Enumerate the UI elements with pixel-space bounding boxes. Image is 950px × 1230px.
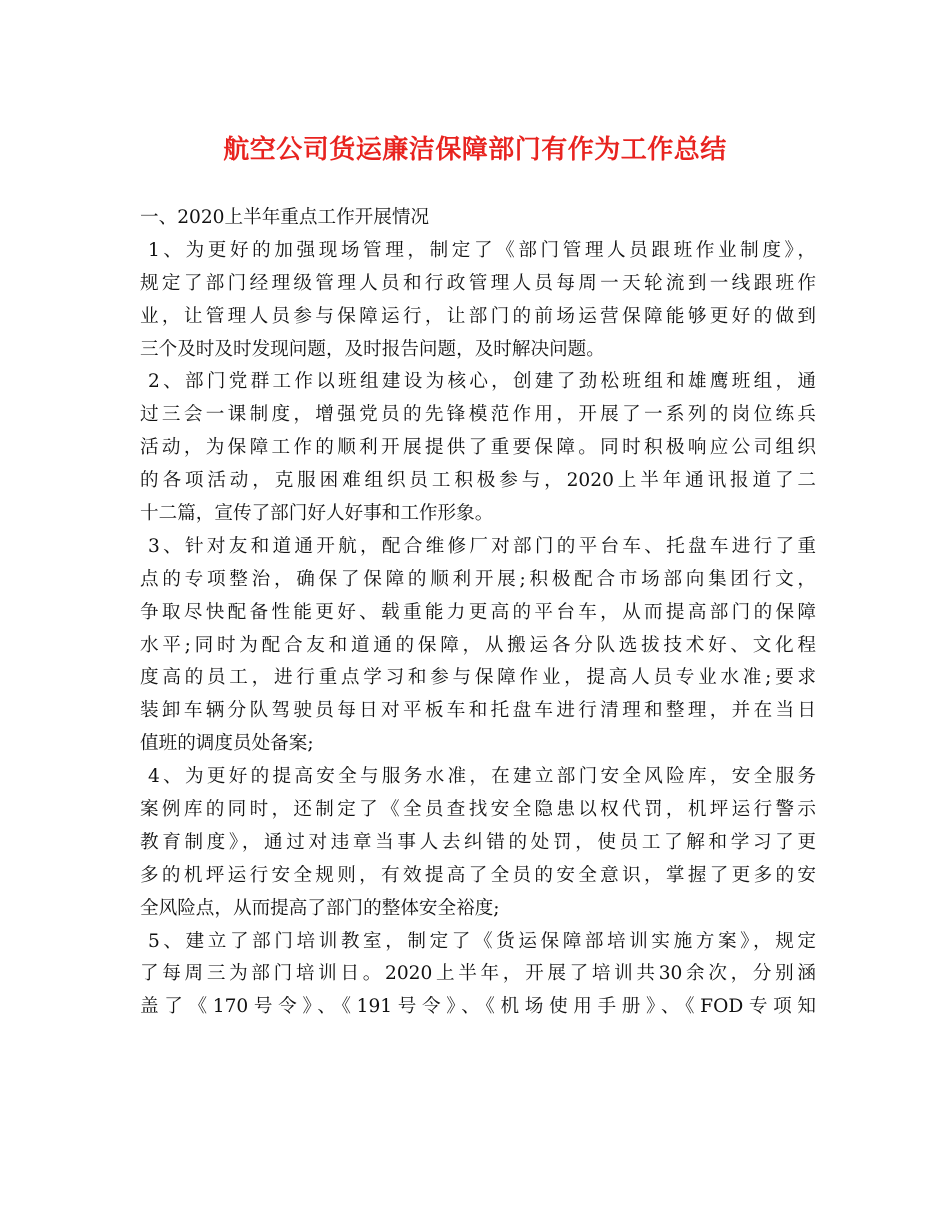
text-line: 过三会一课制度，增强党员的先锋模范作用，开展了一系列的岗位练兵 [140,404,816,426]
text-line: 规定了部门经理级管理人员和行政管理人员每周一天轮流到一线跟班作 [140,272,816,294]
text-line: 3、针对友和道通开航，配合维修厂对部门的平台车、托盘车进行了重 [148,535,816,557]
text-line: 活动，为保障工作的顺利开展提供了重要保障。同时积极响应公司组织 [140,437,816,459]
text-line: 盖了《170号令》、《191号令》、《机场使用手册》、《FOD专项知 [140,996,816,1018]
text-line: 2、部门党群工作以班组建设为核心，创建了劲松班组和雄鹰班组，通 [148,371,816,393]
text-line: 一、2020上半年重点工作开展情况 [140,207,430,228]
text-line: 案例库的同时，还制定了《全员查找安全隐患以权代罚，机坪运行警示 [140,799,816,821]
text-line: 了每周三为部门培训日。2020上半年，开展了培训共30余次，分别涵 [140,963,816,985]
text-line: 值班的调度员处备案; [140,733,314,755]
text-line: 水平;同时为配合友和道通的保障，从搬运各分队选拔技术好、文化程 [140,634,816,656]
text-line: 点的专项整治，确保了保障的顺利开展;积极配合市场部向集团行文， [140,568,816,590]
text-line: 十二篇，宣传了部门好人好事和工作形象。 [140,503,494,525]
text-line: 教育制度》，通过对违章当事人去纠错的处罚，使员工了解和学习了更 [140,831,816,853]
text-line: 度高的员工，进行重点学习和参与保障作业，提高人员专业水准;要求 [140,667,816,689]
text-line: 争取尽快配备性能更好、载重能力更高的平台车，从而提高部门的保障 [140,601,816,623]
text-line: 三个及时及时发现问题，及时报告问题，及时解决问题。 [140,338,605,360]
text-line: 4、为更好的提高安全与服务水准，在建立部门安全风险库，安全服务 [148,766,816,788]
text-line: 全风险点，从而提高了部门的整体安全裕度; [140,897,500,919]
text-line: 业，让管理人员参与保障运行，让部门的前场运营保障能够更好的做到 [140,305,816,327]
text-line: 的各项活动，克服困难组织员工积极参与，2020上半年通讯报道了二 [140,470,816,492]
text-line: 1、为更好的加强现场管理，制定了《部门管理人员跟班作业制度》， [148,239,816,261]
document-body [140,202,816,1024]
text-line: 多的机坪运行安全规则，有效提高了全员的安全意识，掌握了更多的安 [140,864,816,886]
text-line: 装卸车辆分队驾驶员每日对平板车和托盘车进行清理和整理，并在当日 [140,700,816,722]
document-title: 航空公司货运廉洁保障部门有作为工作总结 [223,135,727,165]
text-line: 5、建立了部门培训教室，制定了《货运保障部培训实施方案》，规定 [148,930,816,952]
